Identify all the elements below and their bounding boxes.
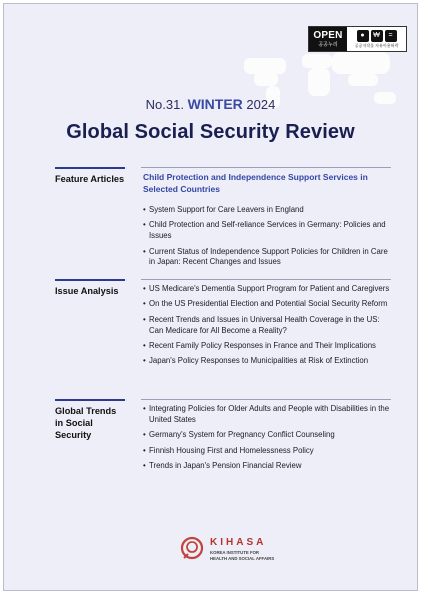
cover-page	[3, 3, 418, 591]
section-content	[143, 284, 393, 372]
open-badge-title: OPEN	[313, 29, 343, 41]
list-item: • Germany's System for Pregnancy Conflict Counseling	[143, 430, 393, 441]
section-divider	[141, 279, 391, 280]
list-item: • Child Protection and Self-reliance Services in Germany: Policies and Issues	[143, 220, 393, 242]
list-item: • Japan's Policy Responses to Municipalities at Risk of Extinction	[143, 356, 393, 367]
logo-subtitle-line2: HEALTH AND SOCIAL AFFAIRS	[210, 555, 275, 561]
feature-topic: Child Protection and Independence Support Services in Selected Countries	[143, 172, 368, 194]
section-divider	[141, 167, 391, 168]
logo-subtitle-line1: KOREA INSTITUTE FOR	[210, 550, 260, 555]
journal-title: Global Social Security Review	[66, 121, 355, 143]
open-badge-caption: 공공저작물 자유이용허락	[354, 43, 399, 48]
open-badge-subtitle: 공공누리	[318, 41, 338, 48]
section-issue-analysis	[55, 279, 391, 379]
section-divider	[141, 399, 391, 400]
section-label: Issue Analysis	[55, 279, 125, 297]
list-item: • System Support for Care Leavers in England	[143, 205, 393, 216]
section-label: Feature Articles	[55, 167, 125, 185]
attribution-icon: ●	[357, 30, 369, 42]
list-item: • Finnish Housing First and Homelessness Policy	[143, 446, 393, 457]
kihasa-mark-icon	[180, 536, 204, 562]
noncommercial-icon: ₩	[371, 30, 383, 42]
issue-number: No.31.	[145, 97, 184, 112]
section-content	[143, 172, 393, 273]
logo-subtitle	[210, 550, 274, 561]
section-content	[143, 404, 393, 476]
kihasa-logo	[180, 536, 290, 566]
logo-name: KIHASA	[210, 537, 267, 548]
issue-season: WINTER	[187, 96, 243, 112]
list-item: • Trends in Japan's Pension Financial Review	[143, 461, 393, 472]
no-derivatives-icon: =	[385, 30, 397, 42]
section-feature-articles	[55, 167, 391, 267]
world-map-graphic	[224, 40, 414, 130]
list-item: • Recent Trends and Issues in Universal Health Coverage in the US: Can Medicare for All Become a Reality?	[143, 315, 393, 337]
list-item: • US Medicare's Dementia Support Program for Patient and Caregivers	[143, 284, 393, 295]
issue-line	[4, 96, 417, 112]
list-item: • Integrating Policies for Older Adults and People with Disabilities in the United States	[143, 404, 393, 426]
section-global-trends	[55, 399, 391, 499]
list-item: • On the US Presidential Election and Potential Social Security Reform	[143, 299, 393, 310]
issue-year: 2024	[246, 97, 276, 112]
list-item: • Current Status of Independence Support Policies for Children in Care in Japan: Recent Changes and Issues	[143, 247, 393, 269]
section-label: Global Trends in Social Security	[55, 399, 125, 441]
list-item: • Recent Family Policy Responses in France and Their Implications	[143, 341, 393, 352]
